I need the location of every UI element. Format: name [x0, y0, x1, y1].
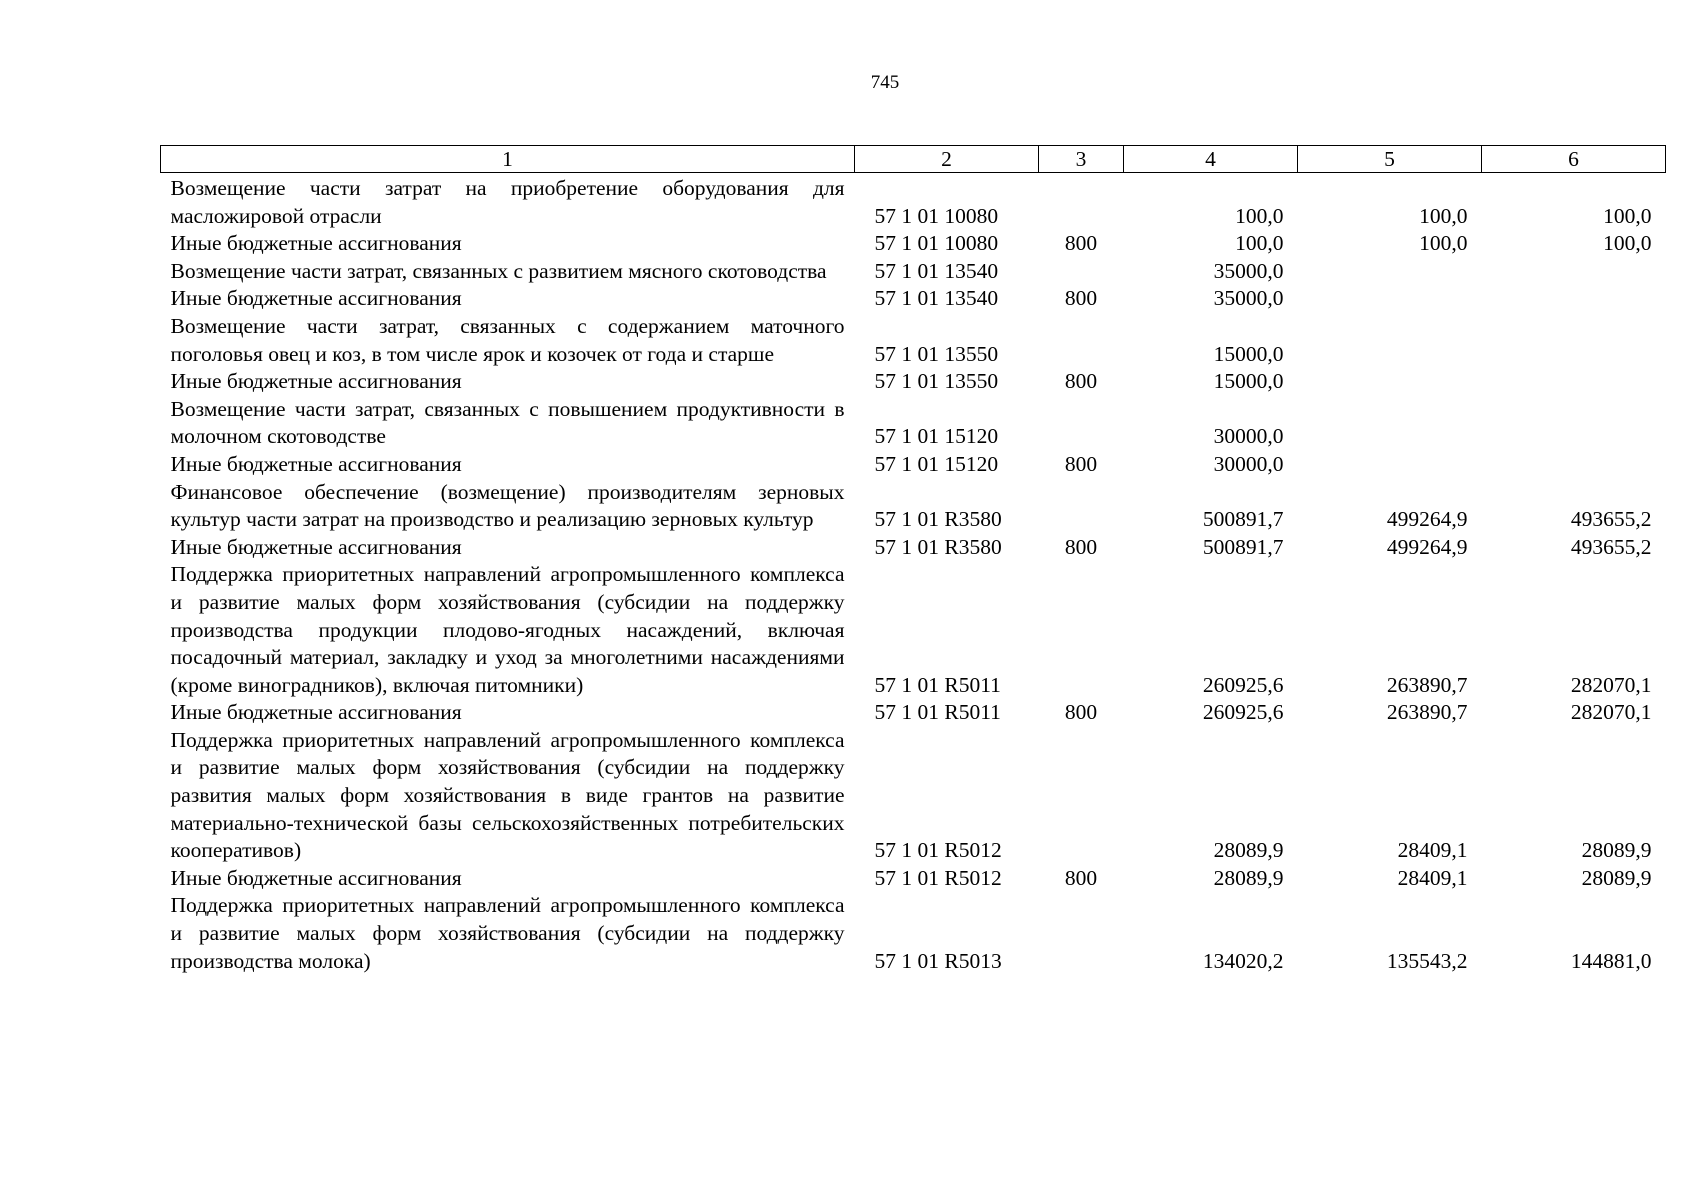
table-row [161, 258, 1666, 286]
cell-value-5 [1298, 368, 1482, 396]
cell-code: 57 1 01 15120 [874, 451, 999, 476]
table-row [161, 865, 1666, 893]
cell-value-6: 144881,0 [1570, 948, 1652, 973]
cell-expense-type [1039, 173, 1124, 231]
table-row [161, 892, 1666, 975]
cell-value-5: 263890,7 [1386, 700, 1468, 725]
cell-name: Поддержка приоритетных направлений агропромышленного комплекса и развитие малых форм хозяйствования (субсидии на поддержку производства молока) [170, 893, 845, 973]
cell-name: Иные бюджетные ассигнования [170, 865, 462, 890]
cell-name: Возмещение части затрат, связанных с повышением продуктивности в молочном скотоводстве [170, 396, 845, 449]
cell-value-4: 100,0 [1235, 203, 1284, 228]
cell-value-4: 15000,0 [1213, 369, 1284, 394]
cell-value-5: 499264,9 [1386, 534, 1468, 559]
cell-value-6 [1482, 258, 1666, 286]
cell-value-4: 28089,9 [1213, 838, 1284, 863]
cell-value-5 [1298, 451, 1482, 479]
cell-value-5: 263890,7 [1386, 672, 1468, 697]
cell-value-4: 35000,0 [1213, 258, 1284, 283]
cell-name: Возмещение части затрат, связанных с содержанием маточного поголовья овец и коз, в том числе ярок и козочек от года и старше [170, 313, 845, 366]
table-row [161, 396, 1666, 451]
cell-value-6: 282070,1 [1570, 700, 1652, 725]
cell-name: Поддержка приоритетных направлений агропромышленного комплекса и развитие малых форм хозяйствования (субсидии на поддержку производства продукции плодово-ягодных насаждений, включая посадочный материал, закладку и уход за многолетними насаждениями (кроме виноградников), включая питомники) [170, 562, 845, 697]
cell-name: Финансовое обеспечение (возмещение) производителям зерновых культур части затрат на производство и реализацию зерновых культур [170, 479, 845, 532]
cell-value-4: 260925,6 [1202, 700, 1284, 725]
cell-value-5: 100,0 [1419, 231, 1468, 256]
cell-value-4: 500891,7 [1202, 507, 1284, 532]
column-header-1: 1 [161, 146, 855, 173]
column-header-2: 2 [855, 146, 1039, 173]
cell-value-6: 28089,9 [1581, 865, 1652, 890]
budget-table [160, 145, 1666, 975]
cell-value-5 [1298, 285, 1482, 313]
cell-name: Иные бюджетные ассигнования [170, 451, 462, 476]
cell-code: 57 1 01 13540 [874, 286, 999, 311]
cell-name: Иные бюджетные ассигнования [170, 534, 462, 559]
cell-value-6 [1482, 368, 1666, 396]
column-header-5: 5 [1298, 146, 1482, 173]
cell-expense-type [1039, 396, 1124, 451]
table-row [161, 173, 1666, 231]
cell-value-5: 499264,9 [1386, 507, 1468, 532]
cell-value-5: 28409,1 [1397, 838, 1468, 863]
cell-value-4: 260925,6 [1202, 672, 1284, 697]
cell-code: 57 1 01 R3580 [874, 534, 1002, 559]
cell-name: Иные бюджетные ассигнования [170, 231, 462, 256]
cell-expense-type: 800 [1064, 451, 1098, 476]
cell-code: 57 1 01 13540 [874, 258, 999, 283]
cell-value-5 [1298, 396, 1482, 451]
cell-value-4: 134020,2 [1202, 948, 1284, 973]
cell-expense-type: 800 [1064, 231, 1098, 256]
table-body [161, 173, 1666, 976]
cell-expense-type [1039, 479, 1124, 534]
cell-value-6: 28089,9 [1581, 838, 1652, 863]
table-row [161, 368, 1666, 396]
table-row [161, 230, 1666, 258]
cell-code: 57 1 01 10080 [874, 231, 999, 256]
column-header-4: 4 [1124, 146, 1298, 173]
cell-code: 57 1 01 13550 [874, 369, 999, 394]
cell-value-6: 493655,2 [1570, 534, 1652, 559]
cell-value-6: 493655,2 [1570, 507, 1652, 532]
cell-expense-type: 800 [1064, 369, 1098, 394]
cell-name: Возмещение части затрат, связанных с развитием мясного скотоводства [170, 258, 827, 283]
cell-value-6: 100,0 [1603, 203, 1652, 228]
cell-expense-type: 800 [1064, 865, 1098, 890]
header-row [161, 146, 1666, 173]
cell-code: 57 1 01 R5011 [874, 700, 1001, 725]
cell-expense-type: 800 [1064, 286, 1098, 311]
table-row [161, 561, 1666, 699]
cell-code: 57 1 01 R5011 [874, 672, 1001, 697]
cell-value-4: 500891,7 [1202, 534, 1284, 559]
cell-value-4: 30000,0 [1213, 451, 1284, 476]
cell-code: 57 1 01 13550 [874, 341, 999, 366]
cell-expense-type: 800 [1064, 534, 1098, 559]
table-header [161, 146, 1666, 173]
cell-expense-type [1039, 727, 1124, 865]
cell-value-6 [1482, 396, 1666, 451]
table-row [161, 285, 1666, 313]
table-row [161, 451, 1666, 479]
table-row [161, 727, 1666, 865]
cell-code: 57 1 01 10080 [874, 203, 999, 228]
cell-name: Возмещение части затрат на приобретение оборудования для масложировой отрасли [170, 176, 845, 228]
cell-value-5: 100,0 [1419, 203, 1468, 228]
cell-code: 57 1 01 R5013 [874, 948, 1002, 973]
cell-value-4: 100,0 [1235, 231, 1284, 256]
page-number: 745 [870, 72, 900, 93]
cell-value-4: 35000,0 [1213, 286, 1284, 311]
cell-value-4: 15000,0 [1213, 341, 1284, 366]
cell-value-6 [1482, 313, 1666, 368]
cell-value-5 [1298, 313, 1482, 368]
cell-value-6: 282070,1 [1570, 672, 1652, 697]
cell-name: Иные бюджетные ассигнования [170, 369, 462, 394]
cell-value-6 [1482, 451, 1666, 479]
cell-value-6: 100,0 [1603, 231, 1652, 256]
cell-value-6 [1482, 285, 1666, 313]
cell-expense-type [1039, 892, 1124, 975]
cell-expense-type: 800 [1064, 700, 1098, 725]
cell-name: Иные бюджетные ассигнования [170, 700, 462, 725]
cell-value-5: 28409,1 [1397, 865, 1468, 890]
table-row [161, 479, 1666, 534]
cell-value-5: 135543,2 [1386, 948, 1468, 973]
cell-code: 57 1 01 R5012 [874, 838, 1002, 863]
cell-code: 57 1 01 15120 [874, 424, 999, 449]
cell-expense-type [1039, 313, 1124, 368]
column-header-3: 3 [1039, 146, 1124, 173]
cell-value-4: 30000,0 [1213, 424, 1284, 449]
cell-name: Поддержка приоритетных направлений агропромышленного комплекса и развитие малых форм хозяйствования (субсидии на поддержку развития малых форм хозяйствования в виде грантов на развитие материально-технической базы сельскохозяйственных потребительских кооперативов) [170, 727, 845, 863]
cell-code: 57 1 01 R5012 [874, 865, 1002, 890]
cell-name: Иные бюджетные ассигнования [170, 286, 462, 311]
table-row [161, 313, 1666, 368]
table-row [161, 699, 1666, 727]
cell-expense-type [1039, 561, 1124, 699]
table-row [161, 534, 1666, 562]
column-header-6: 6 [1482, 146, 1666, 173]
cell-value-4: 28089,9 [1213, 865, 1284, 890]
cell-code: 57 1 01 R3580 [874, 507, 1002, 532]
cell-expense-type [1039, 258, 1124, 286]
cell-value-5 [1298, 258, 1482, 286]
